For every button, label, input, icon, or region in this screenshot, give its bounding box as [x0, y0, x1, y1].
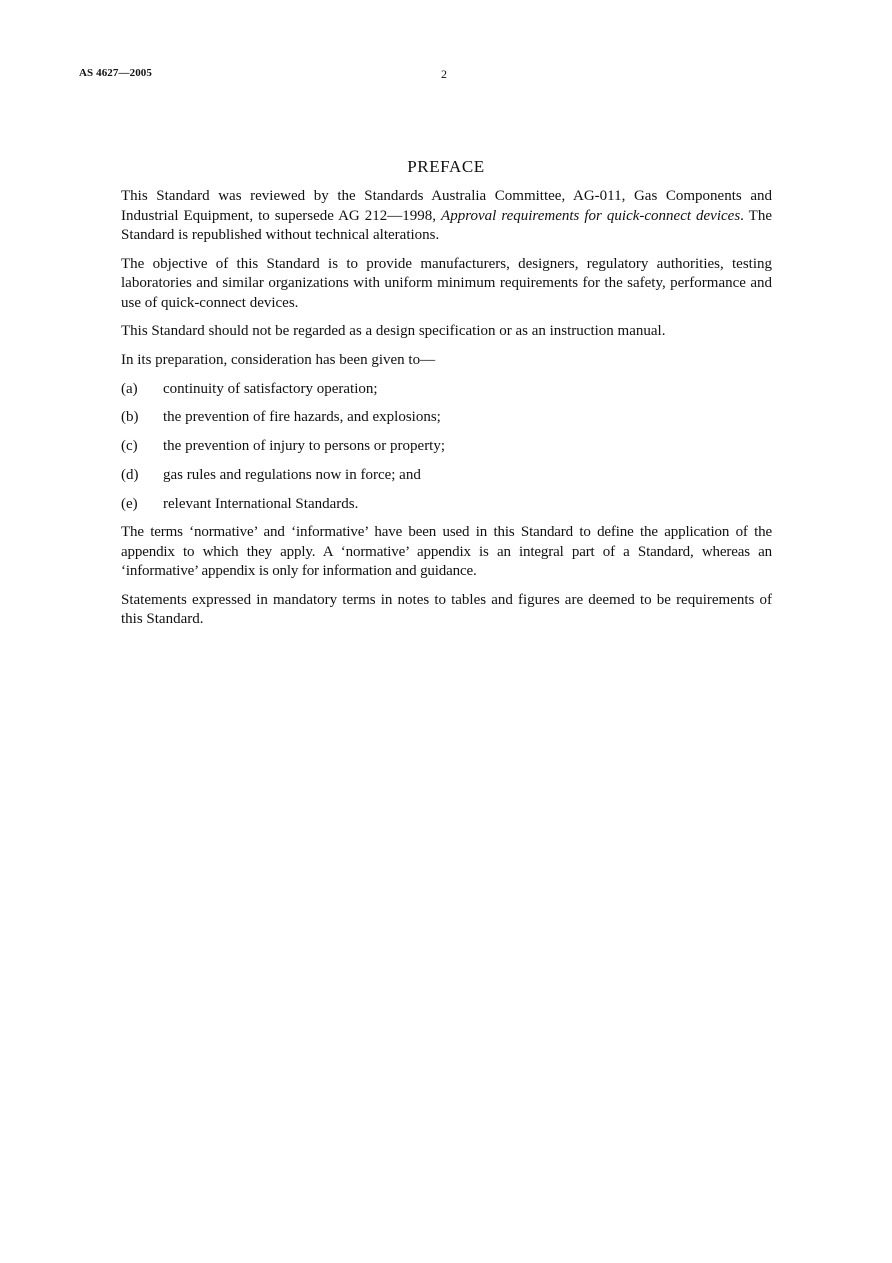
- list-item-label: (a): [121, 380, 138, 397]
- list-item-text: continuity of satisfactory operation;: [163, 380, 378, 397]
- list-item-text: relevant International Standards.: [163, 495, 359, 512]
- list-item: [121, 380, 772, 400]
- preface-paragraph-2: The objective of this Standard is to provide manufacturers, designers, regulatory authorities, testing laboratories and similar organizations with uniform minimum requirements for the safety, performance and use of quick-connect devices.: [121, 255, 772, 311]
- preface-paragraph-1: [121, 187, 772, 246]
- list-item-text: the prevention of fire hazards, and explosions;: [163, 409, 441, 426]
- list-item-label: (d): [121, 466, 139, 483]
- document-id: AS 4627—2005: [79, 67, 153, 79]
- preface-title: PREFACE: [407, 157, 485, 176]
- list-item-label: (c): [121, 438, 138, 455]
- list-item-label: (b): [121, 409, 139, 426]
- preface-paragraph-3: This Standard should not be regarded as a design specification or as an instruction manual.: [121, 323, 666, 340]
- preface-body: [121, 187, 772, 639]
- preface-paragraph-4: In its preparation, consideration has been given to—: [121, 352, 436, 369]
- standard-title-italic: Approval requirements for quick-connect devices: [441, 207, 741, 224]
- list-item-text: gas rules and regulations now in force; and: [163, 466, 421, 483]
- preface-paragraph-6: Statements expressed in mandatory terms in notes to tables and figures are deemed to be requirements of this Standard.: [121, 591, 772, 628]
- page-number: 2: [441, 67, 447, 81]
- list-item: [121, 466, 772, 486]
- list-item: [121, 408, 772, 428]
- paragraph-1-text-start: This Standard was reviewed by the Standards Australia Committee, AG-011, Gas Components and Industrial Equipment, to supersede AG 212—1998,: [121, 188, 772, 224]
- list-item: [121, 495, 772, 515]
- list-item-text: the prevention of injury to persons or property;: [163, 438, 446, 455]
- paragraph-1-text-end: . The Standard is republished without technical alterations.: [121, 207, 772, 243]
- list-item: [121, 437, 772, 457]
- preface-paragraph-5: The terms ‘normative’ and ‘informative’ have been used in this Standard to define the application of the appendix to which they apply. A ‘normative’ appendix is an integral part of a Standard, whereas an ‘informative’ appendix is only for information and guidance.: [121, 524, 772, 580]
- list-item-label: (e): [121, 495, 138, 512]
